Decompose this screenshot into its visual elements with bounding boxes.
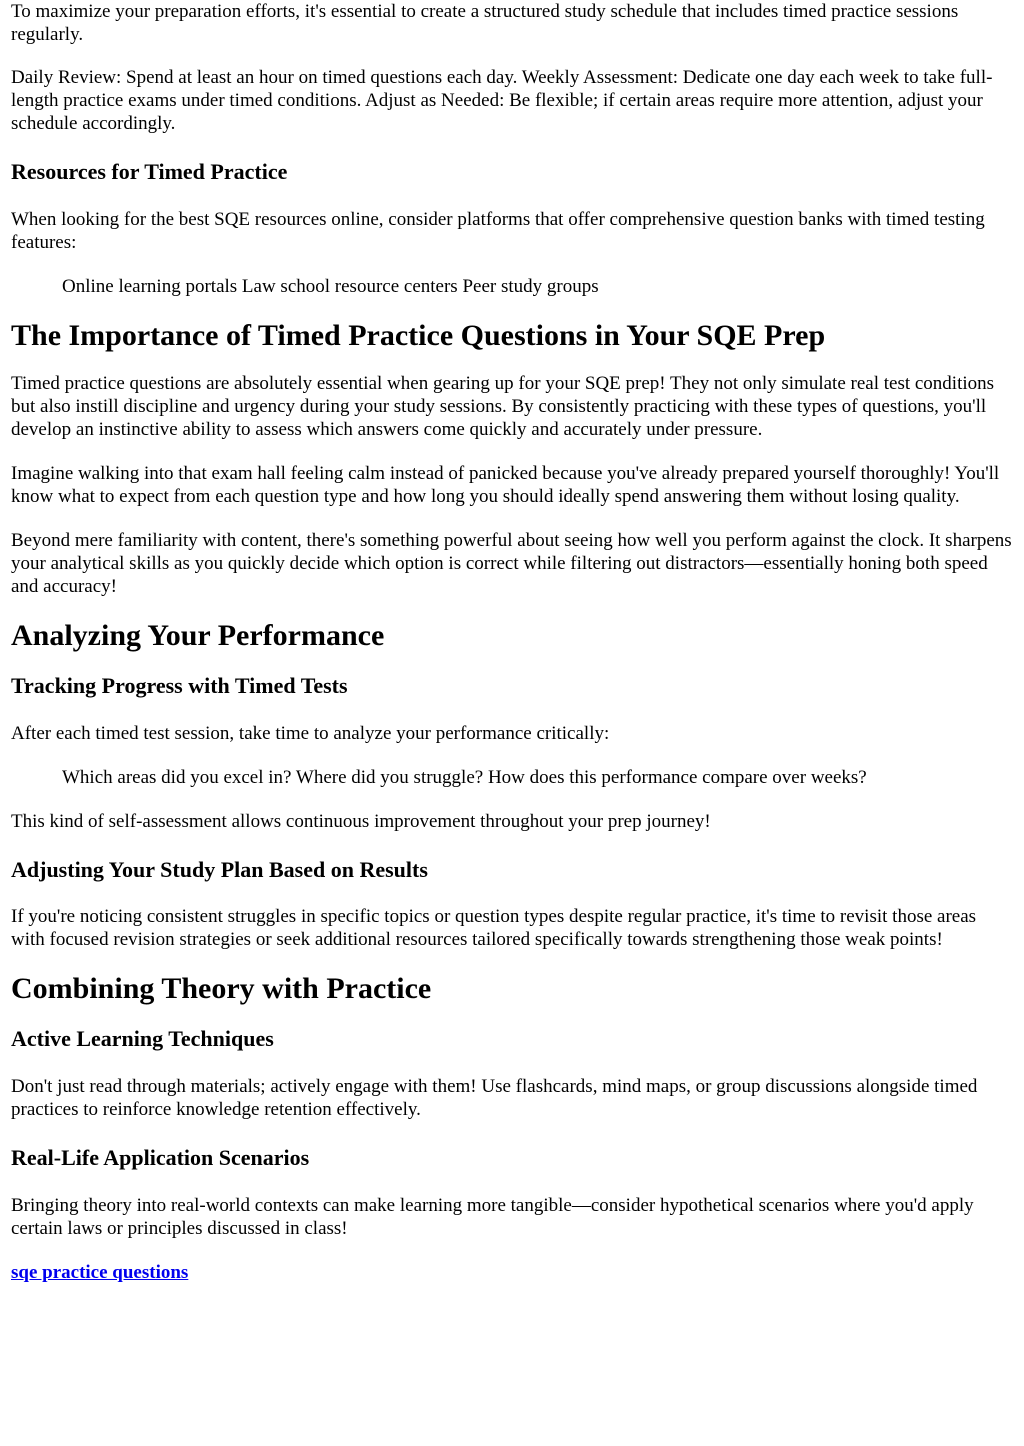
resources-heading: Resources for Timed Practice xyxy=(11,159,288,184)
active-learning-heading: Active Learning Techniques xyxy=(11,1026,274,1051)
schedule-paragraph: Daily Review: Spend at least an hour on timed questions each day. Weekly Assessment: Dedicate one day each week to take full-length practice exams under timed conditions. Adjust as Needed: Be flexible; if certain areas require more attention, adjust your schedule accordingly. xyxy=(11,67,993,134)
tracking-heading: Tracking Progress with Timed Tests xyxy=(11,673,348,698)
combining-heading: Combining Theory with Practice xyxy=(11,972,432,1005)
tracking-paragraph: After each timed test session, take time to analyze your performance critically: xyxy=(11,723,610,744)
real-life-heading: Real-Life Application Scenarios xyxy=(11,1145,310,1170)
importance-paragraph-2: Imagine walking into that exam hall feeling calm instead of panicked because you've already prepared yourself thoroughly! You'll know what to expect from each question type and how long you should ideally spend answering them without losing quality. xyxy=(11,463,1000,507)
self-assessment-paragraph: This kind of self-assessment allows continuous improvement throughout your prep journey! xyxy=(11,811,711,832)
tracking-list: Which areas did you excel in? Where did you struggle? How does this performance compare over weeks? xyxy=(62,767,867,788)
sqe-practice-questions-link[interactable]: sqe practice questions xyxy=(11,1262,189,1283)
resources-list: Online learning portals Law school resource centers Peer study groups xyxy=(62,276,599,297)
importance-paragraph-1: Timed practice questions are absolutely essential when gearing up for your SQE prep! They not only simulate real test conditions but also instill discipline and urgency during your study sessions. By consistently practicing with these types of questions, you'll develop an instinctive ability to assess which answers come quickly and accurately under pressure. xyxy=(11,373,995,440)
real-life-paragraph: Bringing theory into real-world contexts can make learning more tangible—consider hypothetical scenarios where you'd apply certain laws or principles discussed in class! xyxy=(11,1195,974,1239)
importance-paragraph-3: Beyond mere familiarity with content, there's something powerful about seeing how well you perform against the clock. It sharpens your analytical skills as you quickly decide which option is correct while filtering out distractors—essentially honing both speed and accuracy! xyxy=(11,530,1012,597)
importance-heading: The Importance of Timed Practice Questions in Your SQE Prep xyxy=(11,319,826,352)
intro-paragraph: To maximize your preparation efforts, it's essential to create a structured study schedule that includes timed practice sessions regularly. xyxy=(11,1,959,45)
active-learning-paragraph: Don't just read through materials; actively engage with them! Use flashcards, mind maps, or group discussions alongside timed practices to reinforce knowledge retention effectively. xyxy=(11,1076,978,1120)
resources-paragraph: When looking for the best SQE resources online, consider platforms that offer comprehensive question banks with timed testing features: xyxy=(11,209,985,253)
adjusting-heading: Adjusting Your Study Plan Based on Results xyxy=(11,857,428,882)
analyzing-heading: Analyzing Your Performance xyxy=(11,619,385,652)
adjusting-paragraph: If you're noticing consistent struggles in specific topics or question types despite regular practice, it's time to revisit those areas with focused revision strategies or seek additional resources tailored specifically towards strengthening those weak points! xyxy=(11,906,977,950)
link-paragraph xyxy=(11,1261,1013,1284)
